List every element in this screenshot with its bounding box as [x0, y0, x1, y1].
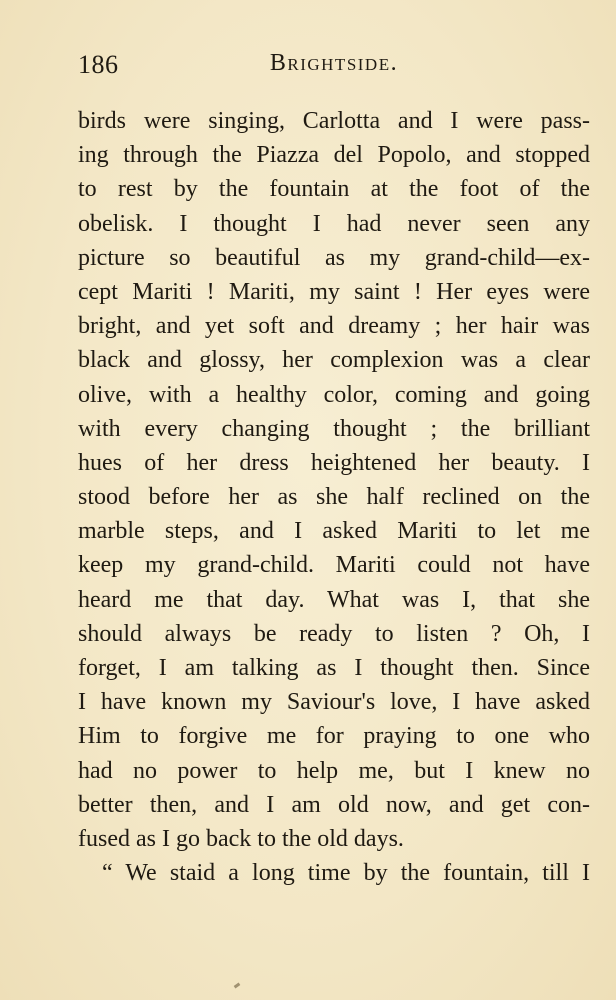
text-line: bright, and yet soft and dreamy ; her hair was [78, 313, 590, 340]
text-line: stood before her as she half reclined on the [78, 484, 590, 511]
page-header [78, 50, 590, 86]
text-line: had no power to help me, but I knew no [78, 757, 590, 784]
text-line: with every changing thought ; the brilliant [78, 415, 590, 442]
body-text [78, 104, 590, 890]
text-line: better then, and I am old now, and get con- [78, 791, 590, 818]
text-line: to rest by the fountain at the foot of the [78, 176, 590, 203]
text-line: picture so beautiful as my grand-child—ex- [78, 244, 590, 271]
page-number: 186 [78, 50, 119, 79]
text-line: should always be ready to listen ? Oh, I [78, 620, 590, 647]
text-line: Him to forgive me for praying to one who [78, 723, 590, 750]
paper-speck [234, 983, 241, 989]
running-head: Brightside. [269, 50, 399, 76]
text-line: marble steps, and I asked Mariti to let me [78, 518, 590, 545]
text-line: cept Mariti ! Mariti, my saint ! Her eyes were [78, 278, 590, 305]
paragraph-end-line: fused as I go back to the old days. [78, 825, 404, 852]
text-line: keep my grand-child. Mariti could not have [78, 552, 590, 579]
text-line: ing through the Piazza del Popolo, and stopped [78, 142, 590, 169]
paragraph-start-line: “ We staid a long time by the fountain, till I [102, 860, 590, 887]
text-line: birds were singing, Carlotta and I were pass- [78, 108, 590, 134]
text-line: obelisk. I thought I had never seen any [78, 210, 590, 237]
text-line: heard me that day. What was I, that she [78, 586, 590, 613]
text-line: olive, with a healthy color, coming and going [78, 381, 590, 408]
text-line: hues of her dress heightened her beauty. I [78, 449, 590, 476]
text-line: black and glossy, her complexion was a clear [78, 347, 590, 374]
text-line: forget, I am talking as I thought then. Since [78, 655, 590, 681]
text-line: I have known my Saviour's love, I have asked [78, 689, 590, 716]
